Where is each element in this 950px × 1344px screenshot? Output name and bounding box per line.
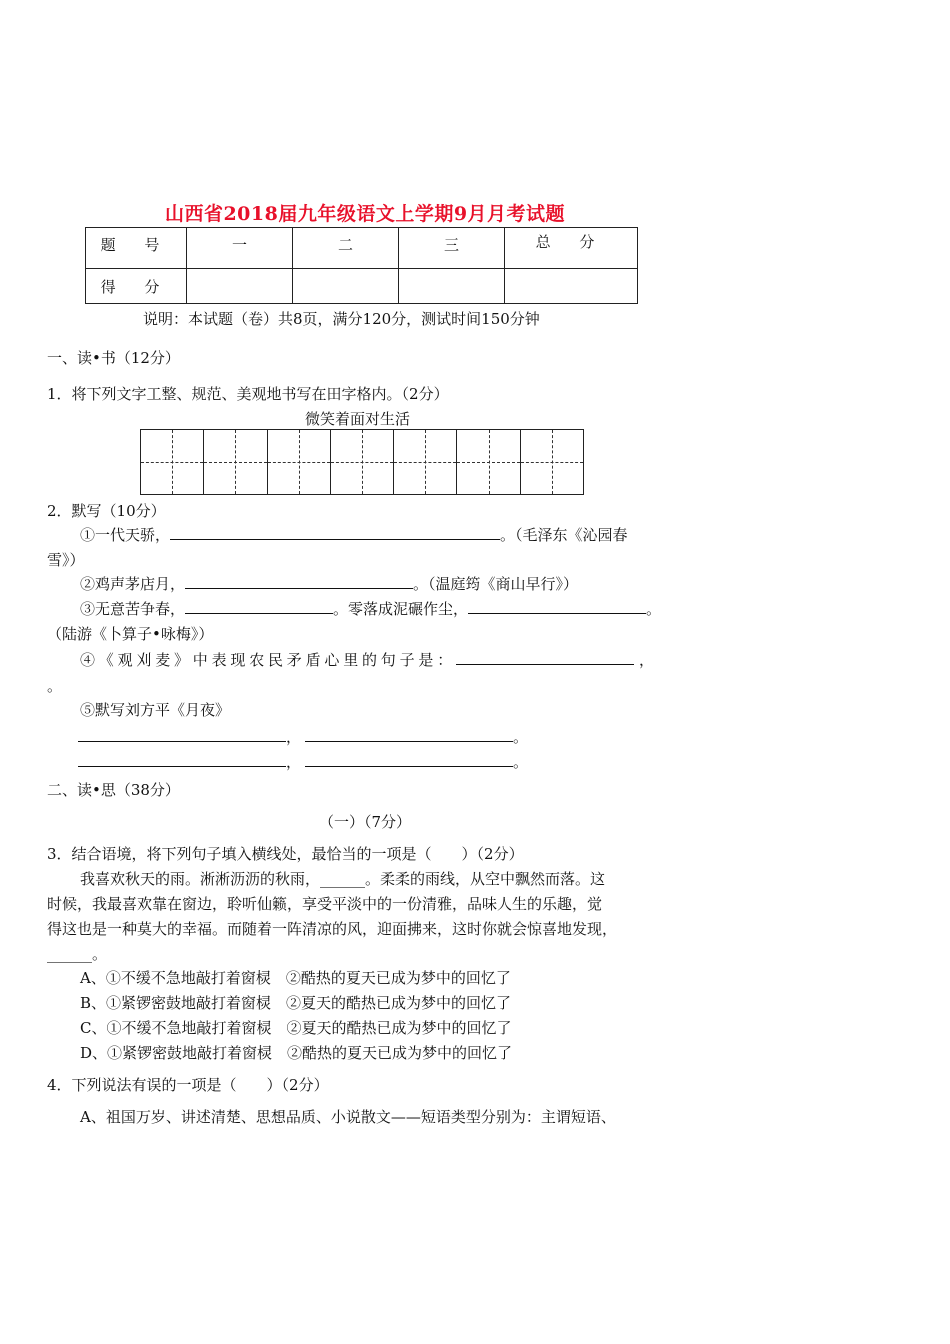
dictation-4-prompt: ④《观刈麦》中表现农民矛盾心里的句子是： — [80, 651, 457, 669]
dictation-3-blank-2[interactable] — [468, 598, 646, 614]
dictation-5-period-1: 。 — [513, 728, 529, 746]
dictation-5-blank-3[interactable] — [78, 751, 286, 767]
score-table-header-3: 三 — [399, 228, 505, 269]
dictation-5-line-2 — [78, 751, 528, 772]
dictation-5-prompt: ⑤默写刘方平《月夜》 — [80, 701, 231, 719]
dictation-1-source: 。（毛泽东《沁园春 — [500, 526, 628, 544]
q4-option-a[interactable]: A、祖国万岁、讲述清楚、思想品质、小说散文——短语类型分别为：主谓短语、 — [80, 1108, 616, 1126]
dictation-3-mid: 。零落成泥碾作尘， — [333, 600, 469, 618]
dictation-line-3 — [80, 598, 661, 619]
score-table-header-2: 二 — [293, 228, 399, 269]
grid-cell[interactable] — [268, 430, 331, 494]
dictation-5-blank-1[interactable] — [78, 726, 286, 742]
question-3: 3．结合语境，将下列句子填入横线处，最恰当的一项是（ ）（2分） — [47, 845, 524, 863]
q3-paragraph-line-3: 得这也是一种莫大的幸福。而随着一阵清凉的风，迎面拂来，这时你就会惊喜地发现， — [47, 920, 618, 938]
score-table-row-label: 得 分 — [86, 269, 187, 304]
question-4: 4．下列说法有误的一项是（ ）（2分） — [47, 1076, 329, 1094]
q3-option-d[interactable]: D、①紧锣密鼓地敲打着窗棂 ②酷热的夏天已成为梦中的回忆了 — [80, 1044, 513, 1062]
grid-cell[interactable] — [331, 430, 394, 494]
dictation-line-4 — [80, 649, 654, 670]
question-2: 2．默写（10分） — [47, 502, 166, 520]
dictation-5-comma-1: ， — [286, 728, 302, 746]
dictation-3-blank-1[interactable] — [185, 598, 333, 614]
dictation-5-period-2: 。 — [513, 753, 529, 771]
dictation-5-comma-2: ， — [286, 753, 302, 771]
score-table-header-total: 总 分 — [505, 228, 638, 269]
dictation-5-blank-2[interactable] — [305, 726, 513, 742]
q3-option-b[interactable]: B、①紧锣密鼓地敲打着窗棂 ②夏天的酷热已成为梦中的回忆了 — [80, 994, 512, 1012]
dictation-4-blank[interactable] — [456, 649, 634, 665]
score-cell-3[interactable] — [399, 269, 505, 304]
dictation-3-end: 。 — [646, 600, 662, 618]
question-1: 1．将下列文字工整、规范、美观地书写在田字格内。（2分） — [47, 385, 449, 403]
page-title: 山西省2018届九年级语文上学期9月月考试题 — [164, 203, 566, 225]
score-table-header-label: 题 号 — [86, 228, 187, 269]
grid-cell[interactable] — [521, 430, 583, 494]
section1-heading: 一、读•书（12分） — [47, 349, 180, 367]
q1-phrase: 微笑着面对生活 — [305, 410, 411, 428]
score-cell-1[interactable] — [187, 269, 293, 304]
q3-option-c[interactable]: C、①不缓不急地敲打着窗棂 ②夏天的酷热已成为梦中的回忆了 — [80, 1019, 512, 1037]
grid-cell[interactable] — [141, 430, 204, 494]
grid-cell[interactable] — [204, 430, 267, 494]
dictation-5-blank-4[interactable] — [305, 751, 513, 767]
score-cell-2[interactable] — [293, 269, 399, 304]
score-table — [85, 227, 638, 304]
grid-cell[interactable] — [457, 430, 520, 494]
dictation-1-prompt: ①一代天骄， — [80, 526, 171, 544]
q3-paragraph-line-4: ______。 — [47, 945, 108, 963]
dictation-2-prompt: ②鸡声茅店月， — [80, 575, 186, 593]
dictation-line-2 — [80, 573, 578, 594]
q3-option-a[interactable]: A、①不缓不急地敲打着窗棂 ②酷热的夏天已成为梦中的回忆了 — [80, 969, 511, 987]
dictation-3-prompt: ③无意苦争春， — [80, 600, 186, 618]
exam-note: 说明：本试题（卷）共8页，满分120分，测试时间150分钟 — [143, 310, 540, 328]
q3-paragraph-line-2: 时候，我最喜欢靠在窗边，聆听仙籁，享受平淡中的一份清雅，品味人生的乐趣，觉 — [47, 895, 603, 913]
tianzige-grid[interactable] — [140, 429, 584, 495]
q3-paragraph-line-1: 我喜欢秋天的雨。淅淅沥沥的秋雨，______。柔柔的雨线，从空中飘然而落。这 — [80, 870, 606, 888]
section2-subheading: （一）（7分） — [318, 813, 412, 831]
dictation-1-source-cont: 雪》） — [47, 551, 85, 569]
grid-cell[interactable] — [394, 430, 457, 494]
dictation-2-blank[interactable] — [185, 573, 413, 589]
dictation-4-end: 。 — [47, 677, 63, 695]
dictation-5-line-1 — [78, 726, 528, 747]
dictation-1-blank[interactable] — [170, 524, 500, 540]
score-cell-total[interactable] — [505, 269, 638, 304]
dictation-3-source: （陆游《卜算子•咏梅》） — [47, 625, 214, 643]
dictation-2-source: 。（温庭筠《商山早行》） — [413, 575, 579, 593]
dictation-4-comma: ， — [639, 651, 655, 669]
score-table-header-1: 一 — [187, 228, 293, 269]
dictation-line-1 — [80, 524, 628, 545]
section2-heading: 二、读•思（38分） — [47, 781, 180, 799]
